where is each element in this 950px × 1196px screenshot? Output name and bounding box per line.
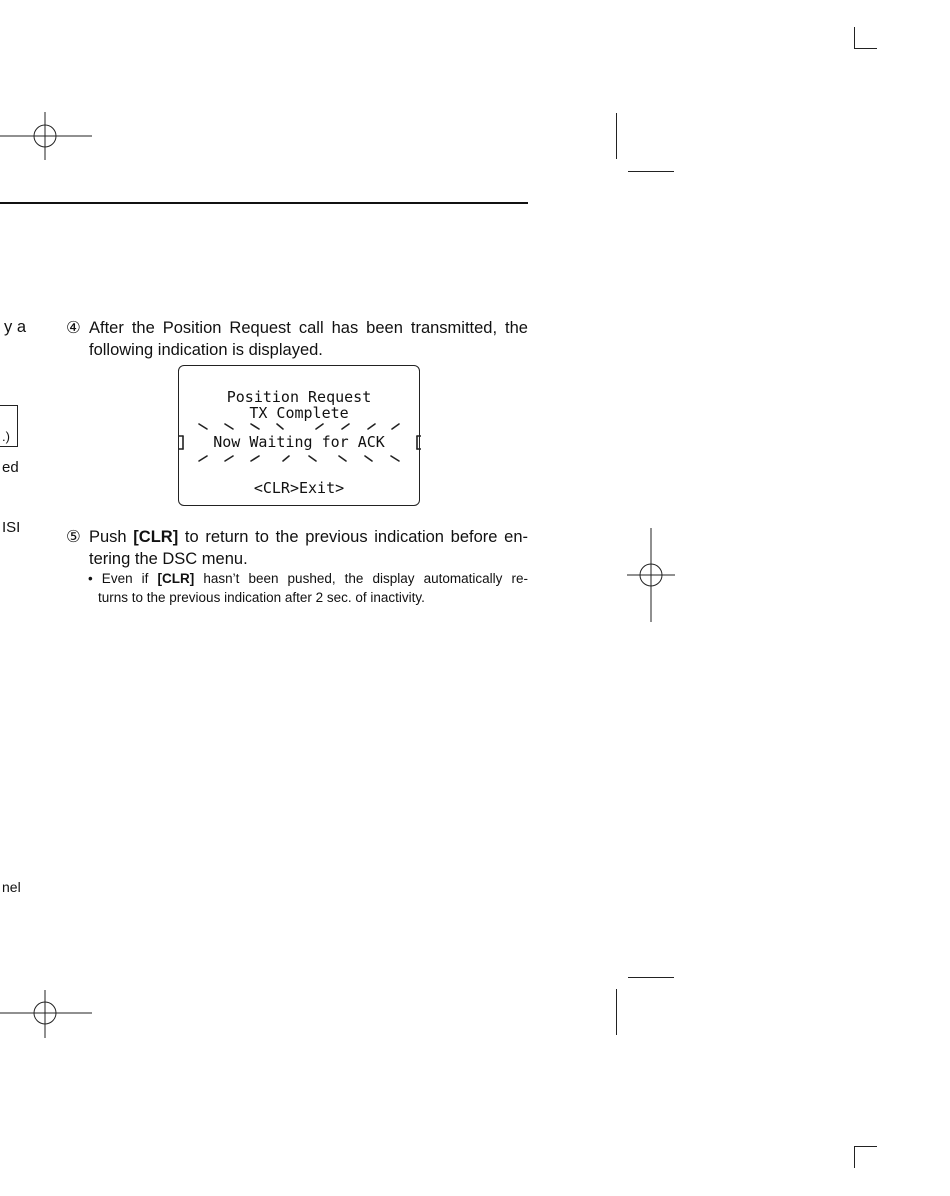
left-column-fragment: y a [4,318,27,336]
clr-key-label: [CLR] [157,571,195,586]
crop-mark-bottom-right-horizontal [854,1146,877,1147]
clr-key-label: [CLR] [133,528,179,546]
bullet-text-segment: hasn’t been pushed, the display automatically re- [194,571,528,586]
left-column-fragment: nel [2,879,21,895]
header-rule [0,202,528,204]
display-line-2: TX Complete [249,404,349,422]
step-number: ④ [66,319,81,337]
step-text-line: After the Position Request call has been transmitted, the [89,319,528,337]
step-text-line: tering the DSC menu. [89,550,248,568]
left-column-fragment: ed [2,459,19,476]
crop-mark-bottom-right-vertical [854,1146,855,1168]
left-column-fragment: ISI [2,519,21,536]
registration-target-right [627,528,675,622]
crop-mark-top-right-vertical [854,27,855,49]
bullet-text-line [88,569,528,588]
step-text-line: following indication is displayed. [89,341,323,359]
registration-target-top-left [0,112,95,160]
instruction-step-5 [66,526,528,570]
trim-mark-lower-vertical [616,989,617,1035]
lcd-display-illustration [178,365,420,506]
trim-mark-upper-horizontal [628,171,674,172]
display-line-1: Position Request [226,388,372,406]
registration-target-bottom-left [0,990,95,1038]
step-text-segment: Push [89,528,134,546]
step-text-line [89,526,528,548]
bullet-text-line: turns to the previous indication after 2 sec. of inactivity. [98,590,425,605]
left-column-fragment: .) [2,429,10,444]
trim-mark-lower-horizontal [628,977,674,978]
instruction-step-4 [66,317,528,361]
step-number: ⑤ [66,528,81,546]
bullet-note [88,569,528,607]
crop-mark-top-right-horizontal [854,48,877,49]
display-line-4: <CLR>Exit> [253,479,345,497]
trim-mark-upper-vertical [616,113,617,159]
step-text-segment: to return to the previous indication before en- [178,528,528,546]
display-line-3: Now Waiting for ACK [213,433,385,451]
bullet-text-segment: • Even if [88,571,158,586]
